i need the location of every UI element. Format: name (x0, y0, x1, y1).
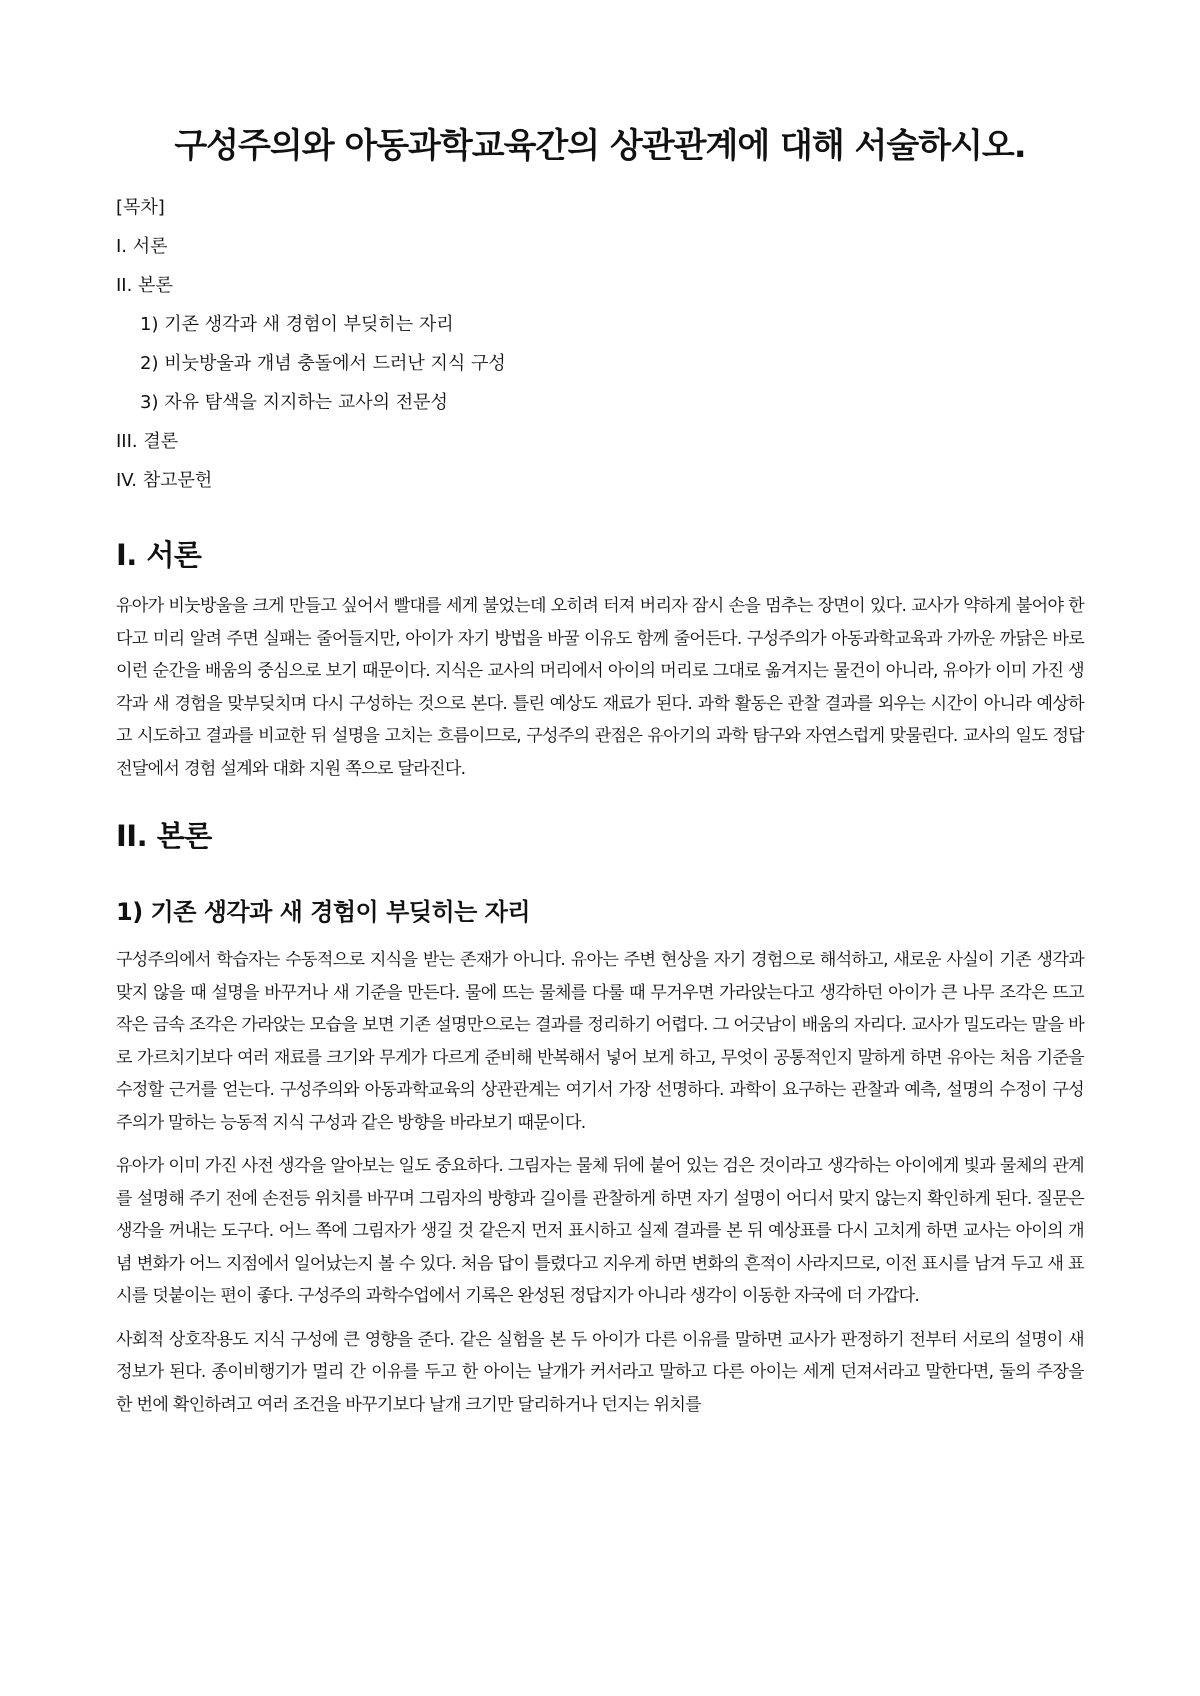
body-paragraph-3: 사회적 상호작용도 지식 구성에 큰 영향을 준다. 같은 실험을 본 두 아이가 다른 이유를 말하면 교사가 판정하기 전부터 서로의 설명이 새 정보가 된다. 종이비행기가 멀리 간 이유를 두고 한 아이는 날개가 커서라고 말하고 다른 아이는 세게 던져서라고 말한다면, 둘의 주장을 한 번에 확인하려고 여러 조건을 바꾸기보다 날개 크기만 달리하거나 던지는 위치를 (116, 1329, 1084, 1415)
toc-item-body: II. 본론 (116, 275, 173, 296)
document-title: 구성주의와 아동과학교육간의 상관관계에 대해 서술하시오. (174, 126, 1026, 166)
toc-label: [목차] (116, 197, 165, 218)
body-paragraph-1: 구성주의에서 학습자는 수동적으로 지식을 받는 존재가 아니다. 유아는 주변 현상을 자기 경험으로 해석하고, 새로운 사실이 기존 생각과 맞지 않을 때 설명을 바꾸거나 새 기준을 만든다. 물에 뜨는 물체를 다룰 때 무거우면 가라앉는다고 생각하던 아이가 큰 나무 조각은 뜨고 작은 금속 조각은 가라앉는 모습을 보면 기존 설명만으로는 결과를 정리하기 어렵다. 그 어긋남이 배움의 자리다. 교사가 밀도라는 말을 바로 가르치기보다 여러 재료를 크기와 무게가 다르게 준비해 반복해서 넣어 보게 하고, 무엇이 공통적인지 말하게 하면 유아는 처음 기준을 수정할 근거를 얻는다. 구성주의와 아동과학교육의 상관관계는 여기서 가장 선명하다. 과학이 요구하는 관찰과 예측, 설명의 수정이 구성주의가 말하는 능동적 지식 구성과 같은 방향을 바라보기 때문이다. (116, 950, 1084, 1133)
toc-item-references: IV. 참고문헌 (116, 470, 213, 491)
toc-subitem-3: 3) 자유 탐색을 지지하는 교사의 전문성 (140, 392, 448, 413)
table-of-contents (116, 188, 1084, 500)
toc-item-introduction: I. 서론 (116, 236, 168, 257)
toc-subitem-1: 1) 기존 생각과 새 경험이 부딪히는 자리 (140, 314, 454, 335)
section-heading-introduction: I. 서론 (116, 538, 202, 572)
toc-item-conclusion: III. 결론 (116, 431, 179, 452)
introduction-paragraph: 유아가 비눗방울을 크게 만들고 싶어서 빨대를 세게 불었는데 오히려 터져 버리자 잠시 손을 멈추는 장면이 있다. 교사가 약하게 불어야 한다고 미리 알려 주면 실패는 줄어들지만, 아이가 자기 방법을 바꿀 이유도 함께 줄어든다. 구성주의가 아동과학교육과 가까운 까닭은 바로 이런 순간을 배움의 중심으로 보기 때문이다. 지식은 교사의 머리에서 아이의 머리로 그대로 옮겨지는 물건이 아니라, 유아가 이미 가진 생각과 새 경험을 맞부딪치며 다시 구성하는 것으로 본다. 틀린 예상도 재료가 된다. 과학 활동은 관찰 결과를 외우는 시간이 아니라 예상하고 시도하고 결과를 비교한 뒤 설명을 고치는 흐름이므로, 구성주의 관점은 유아기의 과학 탐구와 자연스럽게 맞물린다. 교사의 일도 정답 전달에서 경험 설계와 대화 지원 쪽으로 달라진다. (116, 596, 1084, 779)
body-paragraph-2: 유아가 이미 가진 사전 생각을 알아보는 일도 중요하다. 그림자는 물체 뒤에 붙어 있는 검은 것이라고 생각하는 아이에게 빛과 물체의 관계를 설명해 주기 전에 손전등 위치를 바꾸며 그림자의 방향과 길이를 관찰하게 하면 자기 설명이 어디서 맞지 않는지 확인하게 된다. 질문은 생각을 꺼내는 도구다. 어느 쪽에 그림자가 생길 것 같은지 먼저 표시하고 실제 결과를 본 뒤 예상표를 다시 고치게 하면 교사는 아이의 개념 변화가 어느 지점에서 일어났는지 볼 수 있다. 처음 답이 틀렸다고 지우게 하면 변화의 흔적이 사라지므로, 이전 표시를 남겨 두고 새 표시를 덧붙이는 편이 좋다. 구성주의 과학수업에서 기록은 완성된 정답지가 아니라 생각이 이동한 자국에 더 가깝다. (116, 1156, 1084, 1306)
section-heading-body: II. 본론 (116, 819, 212, 853)
toc-subitem-2: 2) 비눗방울과 개념 충돌에서 드러난 지식 구성 (140, 353, 506, 374)
subsection-heading-1: 1) 기존 생각과 새 경험이 부딪히는 자리 (116, 898, 531, 926)
